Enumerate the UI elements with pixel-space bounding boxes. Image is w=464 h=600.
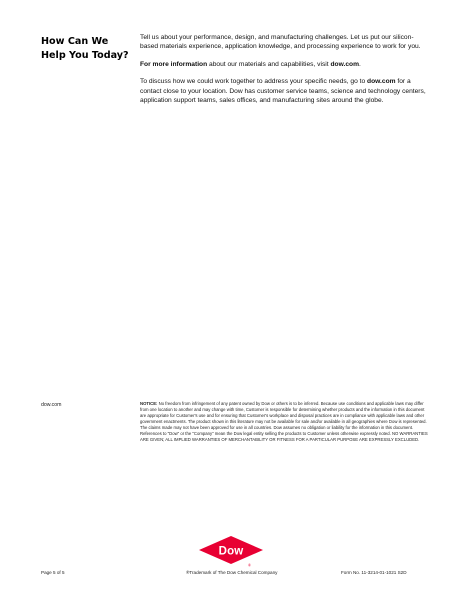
discuss-paragraph (140, 77, 426, 104)
more-info-lead: For more information (140, 60, 208, 68)
dow-diamond-logo-icon (197, 535, 265, 567)
logo-registered-mark: ® (248, 562, 251, 567)
more-info-link[interactable]: dow.com (330, 60, 359, 68)
footer-site-link[interactable]: dow.com (41, 402, 62, 408)
more-info-middle: about our materials and capabilities, visit (207, 60, 331, 68)
legal-notice (140, 401, 428, 443)
more-info-paragraph (140, 60, 426, 69)
logo-wordmark: Dow (218, 545, 244, 558)
discuss-link[interactable]: dow.com (367, 78, 396, 86)
page-number: Page 5 of 5 (41, 570, 65, 575)
intro-paragraph: Tell us about your performance, design, and manufacturing challenges. Let us put our silicon-based materials experience, application knowledge, and processing experience to work for you. (140, 34, 421, 51)
more-info-end: . (358, 60, 361, 68)
dow-logo (197, 535, 265, 567)
trademark-note: ®Trademark of The Dow Chemical Company (186, 570, 278, 575)
body-text (140, 33, 426, 113)
discuss-end: for a contact close to your location. Dow has customer service teams, science and technology centers, application support teams, sales offices, and manufacturing sites around the globe. (140, 78, 426, 104)
form-number: Form No. 11-3214-01-1021 S2D (341, 570, 407, 575)
notice-text: No freedom from infringement of any patent owned by Dow or others is to be inferred. Because use conditions and applicable laws may differ from one location to another and may change with time, Customer is responsible for determining whether products and the information in this document are appropriate for Customer's use and for ensuring that Customer's workplace and disposal practices are in compliance with applicable laws and other government enactments. The product shown in this literature may not be available for sale and/or available in all geographies where Dow is represented. The claims made may not have been approved for use in all countries. Dow assumes no obligation or liability for the information in this document. References to "Dow" or the "Company" mean the Dow legal entity selling the products to Customer unless otherwise expressly noted. NO WARRANTIES ARE GIVEN; ALL IMPLIED WARRANTIES OF MERCHANTABILITY OR FITNESS FOR A PARTICULAR PURPOSE ARE EXPRESSLY EXCLUDED. (140, 401, 428, 442)
notice-label: NOTICE: (140, 401, 158, 406)
discuss-start: To discuss how we could work together to address your specific needs, go to (140, 78, 368, 86)
section-heading: How Can We Help You Today? (41, 36, 129, 61)
